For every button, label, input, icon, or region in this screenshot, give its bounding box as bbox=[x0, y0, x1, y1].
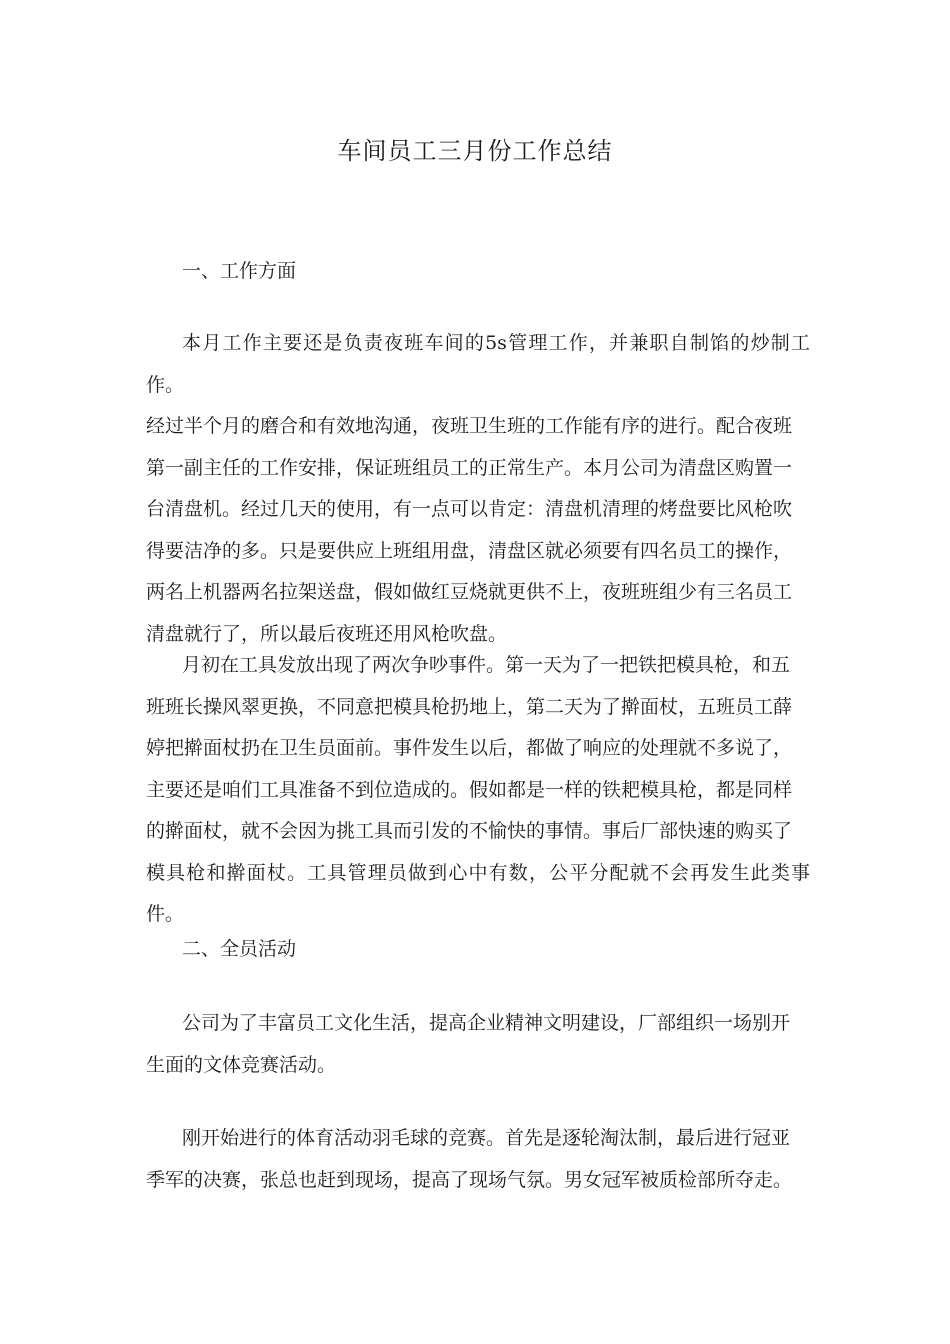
paragraph-line: 主要还是咱们工具准备不到位造成的。假如都是一样的铁耙模具枪，都是同样 bbox=[146, 778, 793, 801]
paragraph-line: 季军的决赛，张总也赶到现场，提高了现场气氛。男女冠军被质检部所夺走。 bbox=[146, 1168, 793, 1191]
paragraph bbox=[146, 323, 810, 655]
paragraph-line: 刚开始进行的体育活动羽毛球的竞赛。首先是逐轮淘汰制，最后进行冠亚 bbox=[182, 1127, 791, 1149]
paragraph-line: 清盘就行了，所以最后夜班还用风枪吹盘。 bbox=[146, 622, 508, 645]
paragraph-line: 班班长操风翠更换，不同意把模具枪扔地上，第二天为了擀面杖，五班员工薛 bbox=[146, 695, 793, 718]
paragraph-line: 公司为了丰富员工文化生活，提高企业精神文明建设，厂部组织一场别开 bbox=[182, 1012, 791, 1034]
paragraph-line: 本月工作主要还是负责夜班车间的5s管理工作，并兼职自制馅的炒制工作。 bbox=[146, 332, 810, 396]
paragraph-line: 经过半个月的磨合和有效地沟通，夜班卫生班的工作能有序的进行。配合夜班 bbox=[146, 415, 793, 437]
paragraph-line: 得要洁净的多。只是要供应上班组用盘，清盘区就必须要有四名员工的操作， bbox=[146, 539, 793, 562]
paragraph-line: 模具枪和擀面杖。工具管理员做到心中有数，公平分配就不会再发生此类事件。 bbox=[146, 861, 810, 925]
section-heading-activities: 二、全员活动 bbox=[182, 938, 297, 960]
paragraph-line: 两名上机器两名拉架送盘，假如做红豆烧就更供不上，夜班班组少有三名员工 bbox=[146, 581, 793, 603]
paragraph-line: 月初在工具发放出现了两次争吵事件。第一天为了一把铁把模具枪，和五 bbox=[182, 654, 791, 676]
document-title: 车间员工三月份工作总结 bbox=[337, 137, 613, 165]
paragraph-line: 台清盘机。经过几天的使用，有一点可以肯定：清盘机清理的烤盘要比风枪吹 bbox=[146, 498, 793, 520]
paragraph-line: 婷把擀面杖扔在卫生员面前。事件发生以后，都做了响应的处理就不多说了， bbox=[146, 737, 793, 759]
paragraph-line: 生面的文体竞赛活动。 bbox=[146, 1053, 337, 1076]
paragraph-line: 第一副主任的工作安排，保证班组员工的正常生产。本月公司为清盘区购置一 bbox=[146, 456, 793, 479]
paragraph-line: 的擀面杖，就不会因为挑工具而引发的不愉快的事情。事后厂部快速的购买了 bbox=[146, 820, 793, 842]
paragraph bbox=[146, 1003, 810, 1086]
paragraph bbox=[146, 1118, 810, 1201]
paragraph bbox=[146, 645, 810, 936]
section-heading-work: 一、工作方面 bbox=[182, 260, 297, 282]
